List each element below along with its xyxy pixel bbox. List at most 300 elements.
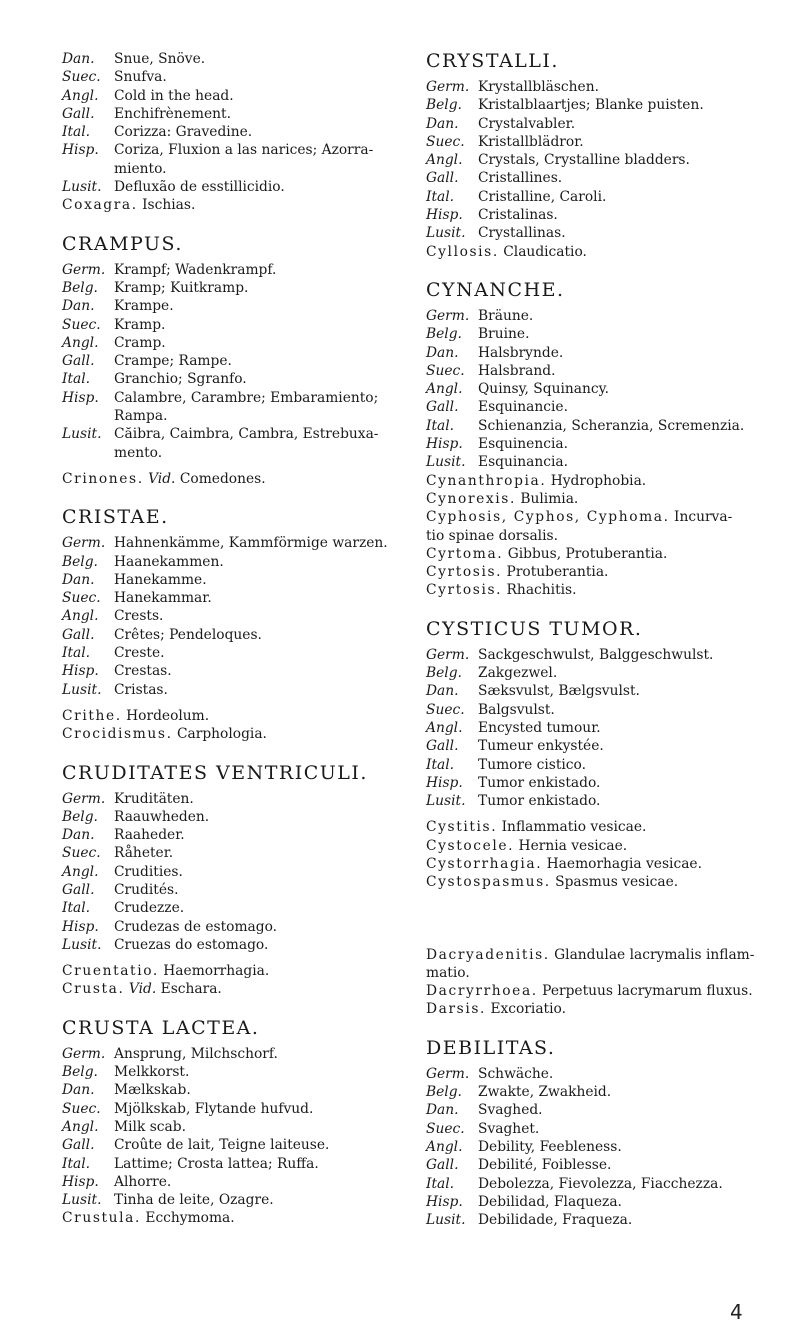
- translation-row: [426, 417, 771, 435]
- translation-text: [114, 316, 402, 334]
- translation-line: Halsbrynde.: [478, 344, 564, 361]
- section-heading: CYSTICUS TUMOR.: [426, 617, 643, 640]
- translation-text: [478, 1211, 771, 1229]
- translation-row: [426, 325, 771, 343]
- translation-text: [478, 417, 771, 435]
- translation-text: [478, 1101, 771, 1119]
- translation-line: Hanekammar.: [114, 590, 212, 607]
- language-label: Gall.: [62, 105, 95, 122]
- translation-row: [62, 808, 402, 826]
- entry-keyword: Cyrtoma.: [426, 545, 504, 562]
- language-label: Belg.: [62, 553, 98, 570]
- entry-definition: Gibbus, Protuberantia.: [507, 545, 668, 562]
- entry-keyword: Cystocele.: [426, 837, 515, 854]
- translation-row: [62, 316, 402, 334]
- language-label: Angl.: [62, 863, 99, 880]
- entry-definition: Inflammatio vesicae.: [501, 819, 647, 836]
- translation-text: [478, 646, 771, 664]
- translation-line: Quinsy, Squinancy.: [478, 381, 609, 398]
- translation-text: [478, 133, 771, 151]
- translation-row: [426, 719, 771, 737]
- language-label: Angl.: [62, 1118, 99, 1135]
- entry-definition: Perpetuus lacrymarum fluxus.: [542, 983, 753, 1000]
- cross-ref-cystorrhagia: [426, 855, 771, 873]
- section-crystalli: [426, 50, 771, 243]
- translation-text: [478, 380, 771, 398]
- entry-definition: Haemorrhagia.: [163, 963, 270, 980]
- translation-row: [426, 453, 771, 471]
- translation-line: Cristalline, Caroli.: [478, 188, 607, 205]
- language-label: Gall.: [426, 170, 459, 187]
- language-label: Germ.: [62, 790, 106, 807]
- entry-definition: Hordeolum.: [126, 707, 210, 724]
- translation-line: Tumor enkistado.: [478, 793, 601, 810]
- translation-text: [478, 1065, 771, 1083]
- cross-ref-cyllosis: [426, 243, 771, 261]
- translation-line: Mjölkskab, Flytande hufvud.: [114, 1100, 314, 1117]
- cross-ref-cyrtosis: [426, 563, 771, 581]
- translation-line: Esquinancia.: [478, 454, 569, 471]
- translation-text: [478, 398, 771, 416]
- translation-row: [426, 664, 771, 682]
- translation-row: [426, 774, 771, 792]
- language-label: Germ.: [426, 646, 470, 663]
- language-label: Ital.: [426, 417, 455, 434]
- translation-text: [478, 774, 771, 792]
- cross-ref-cystocele: [426, 837, 771, 855]
- translation-row: [62, 279, 402, 297]
- cross-ref-cystitis: [426, 818, 771, 836]
- translation-row: [62, 87, 402, 105]
- language-label: Angl.: [62, 87, 99, 104]
- language-label: Ital.: [62, 1155, 91, 1172]
- translation-row: [62, 826, 402, 844]
- translation-row: [62, 881, 402, 899]
- language-label: Suec.: [62, 1100, 101, 1117]
- entry-definition: Bulimia.: [520, 490, 579, 507]
- translation-row: [62, 918, 402, 936]
- translation-text: [478, 96, 771, 114]
- translation-text: [478, 664, 771, 682]
- language-label: Gall.: [426, 399, 459, 416]
- translation-line: Crêtes; Pendeloques.: [114, 626, 262, 643]
- translation-text: [114, 1081, 402, 1099]
- entry-keyword: Cyllosis.: [426, 243, 499, 260]
- entry-definition: Hernia vesicae.: [518, 837, 628, 854]
- language-label: Lusit.: [426, 225, 466, 242]
- translation-row: [62, 681, 402, 699]
- translation-line: Alhorre.: [114, 1173, 172, 1190]
- translation-text: [478, 737, 771, 755]
- entry-keyword: Cyphosis, Cyphos, Cyphoma.: [426, 509, 670, 526]
- translation-row: [426, 78, 771, 96]
- translation-row: [426, 792, 771, 810]
- translation-line: Căibra, Caimbra, Cambra, Estrebuxa-: [114, 426, 379, 443]
- language-label: Gall.: [62, 1137, 95, 1154]
- translation-line: Schwäche.: [478, 1065, 554, 1082]
- language-label: Lusit.: [426, 454, 466, 471]
- language-label: Gall.: [62, 881, 95, 898]
- language-label: Dan.: [426, 1102, 459, 1119]
- section-heading: CYNANCHE.: [426, 278, 565, 301]
- language-label: Angl.: [62, 608, 99, 625]
- translation-row: [62, 141, 402, 178]
- cross-ref-cyrtosis-2: [426, 581, 771, 599]
- translation-line: Sæksvulst, Bælgsvulst.: [478, 683, 640, 700]
- translation-text: [114, 571, 402, 589]
- language-label: Gall.: [62, 626, 95, 643]
- section-crusta-lactea: [62, 1017, 402, 1210]
- language-label: Dan.: [62, 51, 95, 67]
- translation-line: Cristallines.: [478, 170, 563, 187]
- translation-row: [426, 115, 771, 133]
- translation-line: Crystalvabler.: [478, 115, 576, 132]
- translation-row: [426, 1101, 771, 1119]
- translation-row: [426, 307, 771, 325]
- translation-line: Snue, Snöve.: [114, 51, 206, 67]
- language-label: Ital.: [426, 1175, 455, 1192]
- translation-text: [114, 370, 402, 388]
- translation-line: Corizza: Gravedine.: [114, 124, 253, 141]
- vid-reference: Vid.: [128, 981, 157, 998]
- language-label: Angl.: [426, 152, 463, 169]
- section-debilitas: [426, 1037, 771, 1230]
- translation-row: [426, 701, 771, 719]
- language-label: Dan.: [426, 115, 459, 132]
- translation-text: [114, 626, 402, 644]
- translation-text: [114, 297, 402, 315]
- section-cruditates-ventriculi: [62, 762, 402, 955]
- left-column: [62, 50, 402, 1228]
- language-label: Gall.: [62, 353, 95, 370]
- language-label: Dan.: [426, 344, 459, 361]
- translation-line: Kramp; Kuitkramp.: [114, 279, 249, 296]
- translation-row: [426, 398, 771, 416]
- translation-text: [478, 1193, 771, 1211]
- cross-ref-crustula: [62, 1209, 402, 1227]
- translation-row: [426, 1156, 771, 1174]
- translation-row: [62, 1045, 402, 1063]
- translation-text: [478, 307, 771, 325]
- translation-row: [62, 571, 402, 589]
- entry-definition-continued: tio spinae dorsalis.: [426, 527, 558, 544]
- translation-text: [478, 719, 771, 737]
- translation-text: [114, 899, 402, 917]
- language-label: Lusit.: [62, 1192, 102, 1209]
- translation-row: [426, 737, 771, 755]
- translation-row: [426, 1175, 771, 1193]
- translation-line: Haanekammen.: [114, 553, 224, 570]
- translation-line: Tumore cistico.: [478, 756, 586, 773]
- language-label: Germ.: [62, 535, 106, 552]
- translation-row: [62, 626, 402, 644]
- translation-row: [426, 1120, 771, 1138]
- translation-row: [62, 790, 402, 808]
- language-label: Lusit.: [62, 681, 102, 698]
- translation-row: [426, 1138, 771, 1156]
- translation-row: [426, 151, 771, 169]
- translation-text: [478, 1156, 771, 1174]
- language-label: Germ.: [62, 1045, 106, 1062]
- translation-text: [478, 325, 771, 343]
- translation-row: [62, 662, 402, 680]
- translation-text: [114, 1045, 402, 1063]
- entry-definition: Eschara.: [160, 981, 222, 998]
- translation-line: Raaheder.: [114, 827, 185, 844]
- language-label: Lusit.: [62, 179, 102, 196]
- translation-line: Sackgeschwulst, Balggeschwulst.: [478, 646, 714, 663]
- language-label: Germ.: [62, 261, 106, 278]
- cross-ref-cystospasmus: [426, 873, 771, 891]
- translation-text: [114, 1191, 402, 1209]
- entry-keyword: Darsis.: [426, 1001, 487, 1018]
- translation-line: Debilidad, Flaqueza.: [478, 1193, 622, 1210]
- language-label: Angl.: [426, 1138, 463, 1155]
- translation-row: [426, 1211, 771, 1229]
- section-cristae: [62, 506, 402, 699]
- translation-row: [62, 389, 402, 426]
- translation-text: [114, 790, 402, 808]
- cross-ref-darsis: [426, 1000, 771, 1018]
- translation-line: Crudités.: [114, 881, 179, 898]
- translation-line: Kruditäten.: [114, 790, 194, 807]
- entry-keyword: Cynorexis.: [426, 490, 516, 507]
- translation-text: [478, 1083, 771, 1101]
- translation-line: Crudezas de estomago.: [114, 918, 278, 935]
- translation-line: Esquinencia.: [478, 436, 568, 453]
- entry-keyword: Cyrtosis.: [426, 582, 503, 599]
- translation-row: [62, 105, 402, 123]
- translation-text: [114, 863, 402, 881]
- translation-line: Krystallbläschen.: [478, 79, 599, 95]
- entry-definition: Hydrophobia.: [550, 472, 647, 489]
- translation-line: Zwakte, Zwakheid.: [478, 1084, 612, 1101]
- language-label: Dan.: [62, 298, 95, 315]
- entry-definition: Protuberantia.: [506, 564, 609, 581]
- translation-text: [114, 425, 402, 462]
- translation-text: [114, 389, 402, 426]
- translation-line: Svaghet.: [478, 1120, 540, 1137]
- translation-text: [114, 936, 402, 954]
- translation-line: Tinha de leite, Ozagre.: [114, 1192, 274, 1209]
- translation-row: [426, 380, 771, 398]
- language-label: Ital.: [62, 645, 91, 662]
- translation-line: Croûte de lait, Teigne laiteuse.: [114, 1137, 330, 1154]
- translation-text: [114, 261, 402, 279]
- cross-ref-dacryrrhoea: [426, 982, 771, 1000]
- language-label: Hisp.: [62, 663, 99, 680]
- translation-row: [62, 334, 402, 352]
- language-label: Angl.: [426, 381, 463, 398]
- translation-line: Creste.: [114, 645, 165, 662]
- translation-line: Raauwheden.: [114, 808, 210, 825]
- translation-line: Mælkskab.: [114, 1082, 191, 1099]
- entry-keyword: Crithe.: [62, 707, 122, 724]
- translation-text: [114, 662, 402, 680]
- translation-text: [114, 178, 402, 196]
- entry-definition: Spasmus vesicae.: [555, 874, 679, 891]
- translation-text: [114, 681, 402, 699]
- translation-line: Debilidade, Fraqueza.: [478, 1212, 633, 1229]
- translation-text: [114, 844, 402, 862]
- translation-row: [62, 1063, 402, 1081]
- translation-text: [478, 224, 771, 242]
- language-label: Suec.: [62, 590, 101, 607]
- translation-text: [114, 589, 402, 607]
- translation-line: Crests.: [114, 608, 164, 625]
- translation-line: Crampe; Rampe.: [114, 353, 232, 370]
- language-label: Dan.: [426, 683, 459, 700]
- language-label: Ital.: [62, 900, 91, 917]
- entry-definition: Glandulae lacrymalis inflam-: [554, 946, 755, 963]
- language-label: Germ.: [426, 307, 470, 324]
- cross-ref-cynanthropia: [426, 472, 771, 490]
- translation-text: [114, 141, 402, 178]
- translation-row: [62, 1100, 402, 1118]
- translation-text: [114, 123, 402, 141]
- language-label: Gall.: [426, 738, 459, 755]
- translation-row: [62, 1173, 402, 1191]
- translation-line: Granchio; Sgranfo.: [114, 371, 247, 388]
- language-label: Suec.: [62, 69, 101, 86]
- entry-keyword: Crocidismus.: [62, 726, 173, 743]
- translation-row: [62, 370, 402, 388]
- translation-line: Debilité, Foiblesse.: [478, 1157, 612, 1174]
- translation-text: [114, 1136, 402, 1154]
- language-label: Hisp.: [62, 389, 99, 406]
- entry-keyword: Cystorrhagia.: [426, 855, 543, 872]
- entry-keyword: Cruentatio.: [62, 963, 159, 980]
- language-label: Lusit.: [62, 936, 102, 953]
- translation-row: [62, 261, 402, 279]
- section-heading: CRISTAE.: [62, 506, 169, 529]
- translation-row: [62, 425, 402, 462]
- language-label: Ital.: [62, 371, 91, 388]
- translation-text: [478, 188, 771, 206]
- translation-line: Debility, Feebleness.: [478, 1138, 622, 1155]
- section-cysticus-tumor: [426, 618, 771, 811]
- section-heading: CRUSTA LACTEA.: [62, 1016, 260, 1039]
- translation-line: Hahnenkämme, Kammförmige warzen.: [114, 535, 388, 552]
- language-label: Ital.: [62, 124, 91, 141]
- translation-text: [114, 607, 402, 625]
- cross-ref-cyrtoma: [426, 545, 771, 563]
- translation-text: [114, 1173, 402, 1191]
- translation-row: [426, 206, 771, 224]
- translation-text: [114, 553, 402, 571]
- translation-row: [62, 589, 402, 607]
- translation-line: Crudezze.: [114, 900, 185, 917]
- translation-line: Krampf; Wadenkrampf.: [114, 261, 277, 278]
- section-heading: DEBILITAS.: [426, 1036, 556, 1059]
- translation-line: Schienanzia, Scheranzia, Scremenzia.: [478, 417, 745, 434]
- translation-line: Ansprung, Milchschorf.: [114, 1045, 278, 1062]
- entry-keyword: Cyrtosis.: [426, 564, 503, 581]
- cross-ref-crocidismus: [62, 725, 402, 743]
- translation-text: [478, 792, 771, 810]
- entry-definition: Claudicatio.: [503, 243, 587, 260]
- translation-line-continued: miento.: [114, 160, 167, 177]
- language-label: Belg.: [426, 97, 462, 114]
- language-label: Belg.: [426, 326, 462, 343]
- translation-row: [62, 553, 402, 571]
- translation-text: [114, 352, 402, 370]
- language-label: Lusit.: [426, 793, 466, 810]
- translation-row: [62, 178, 402, 196]
- language-label: Dan.: [62, 827, 95, 844]
- translation-row: [426, 133, 771, 151]
- cross-ref-crithe: [62, 707, 402, 725]
- translation-row: [426, 435, 771, 453]
- language-label: Hisp.: [426, 774, 463, 791]
- section-cynanche: [426, 279, 771, 472]
- translation-text: [478, 206, 771, 224]
- translation-row: [62, 899, 402, 917]
- entry-definition: Carphologia.: [176, 726, 267, 743]
- entry-keyword: Crinones.: [62, 470, 144, 487]
- language-label: Suec.: [62, 316, 101, 333]
- page-number: 4: [730, 1300, 743, 1324]
- language-label: Angl.: [426, 719, 463, 736]
- language-label: Ital.: [426, 188, 455, 205]
- language-label: Hisp.: [62, 1173, 99, 1190]
- translation-text: [478, 78, 771, 96]
- translation-line: Kristallblädror.: [478, 133, 584, 150]
- translation-line: Enchifrènement.: [114, 105, 231, 122]
- translation-text: [114, 881, 402, 899]
- translation-text: [478, 1175, 771, 1193]
- translation-row: [426, 1083, 771, 1101]
- entry-keyword: Cynanthropia.: [426, 472, 547, 489]
- cross-ref-coxagra: [62, 196, 402, 214]
- translation-text: [114, 808, 402, 826]
- cross-ref-crinones: [62, 470, 402, 488]
- language-label: Belg.: [62, 1064, 98, 1081]
- right-column: [426, 50, 771, 1229]
- translation-row: [62, 1136, 402, 1154]
- language-label: Suec.: [426, 133, 465, 150]
- translation-text: [114, 1155, 402, 1173]
- entry-definition: Rhachitis.: [506, 582, 577, 599]
- section-heading: CRUDITATES VENTRICULI.: [62, 761, 368, 784]
- translation-line: Svaghed.: [478, 1102, 543, 1119]
- translation-line: Tumeur enkystée.: [478, 738, 604, 755]
- translation-row: [426, 362, 771, 380]
- entry-keyword: Dacryadenitis.: [426, 946, 550, 963]
- translation-row: [426, 224, 771, 242]
- translation-line: Cramp.: [114, 334, 166, 351]
- translation-row: [62, 1155, 402, 1173]
- translation-line: Debolezza, Fievolezza, Fiacchezza.: [478, 1175, 723, 1192]
- translation-row: [62, 123, 402, 141]
- entry-definition: Haemorhagia vesicae.: [546, 855, 702, 872]
- language-label: Lusit.: [426, 1212, 466, 1229]
- translation-line: Halsbrand.: [478, 362, 556, 379]
- section-heading: CRAMPUS.: [62, 232, 183, 255]
- entry-keyword: Cystitis.: [426, 819, 498, 836]
- language-label: Belg.: [426, 665, 462, 682]
- translation-row: [62, 936, 402, 954]
- translation-line: Cold in the head.: [114, 87, 234, 104]
- translation-row: [426, 344, 771, 362]
- section-crampus: [62, 233, 402, 462]
- translation-line: Encysted tumour.: [478, 719, 601, 736]
- language-label: Angl.: [62, 334, 99, 351]
- translation-row: [62, 644, 402, 662]
- translation-line: Kramp.: [114, 316, 166, 333]
- translation-row: [426, 1065, 771, 1083]
- translation-text: [114, 1063, 402, 1081]
